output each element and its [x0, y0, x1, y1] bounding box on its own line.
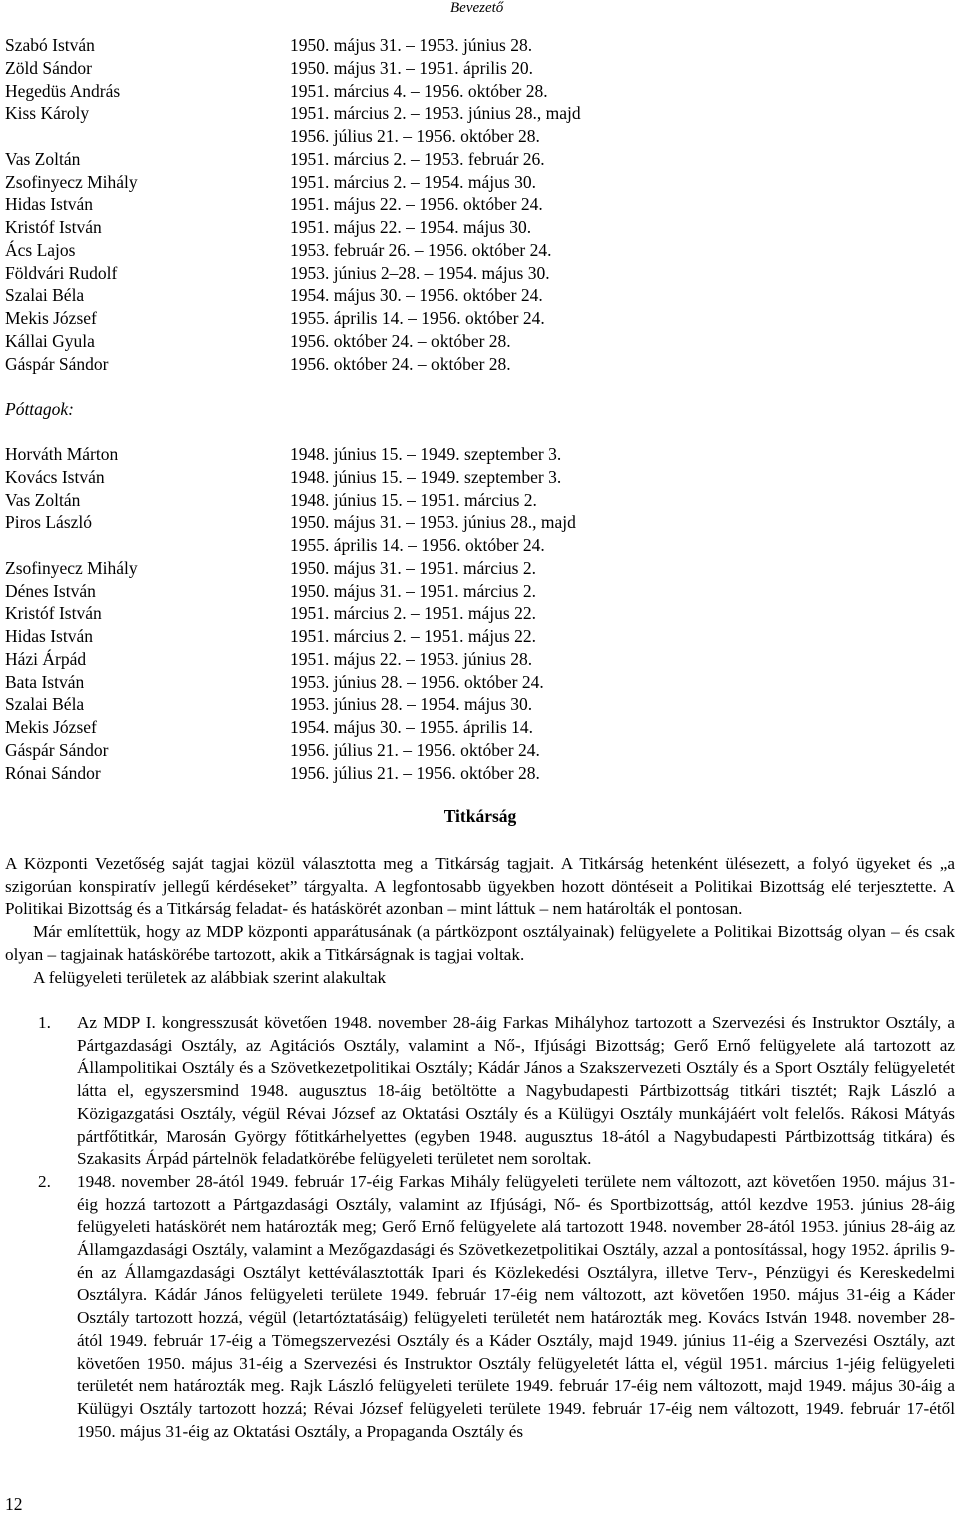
term-dates: 1951. március 2. – 1953. február 26. [290, 148, 545, 169]
roster-row [5, 284, 945, 307]
roster-row [5, 125, 945, 148]
person-name: Gáspár Sándor [5, 353, 109, 374]
term-dates: 1953. június 2–28. – 1954. május 30. [290, 262, 550, 283]
list-item-text: Az MDP I. kongresszusát követően 1948. november 28-áig Farkas Mihályhoz tartozott a Szervezési és Instruktor Osztály, a Pártgazdasági Osztály, az Agitációs Osztály, valamint a Nő-, Ifjúsági Bizottság; Gerő Ernő felügyelete alá tartozott az Állampolitikai Osztály és a Szövetkezetpolitikai Osztály; Kádár János a Szakszervezeti Osztály és a Sport Osztály felügyeletét látta el, egyszersmind 1948. augusztus 18-áig betöltötte a Nagybudapesti Pártbizottság titkári tisztét; Rajk László a Közigazgatási Osztály, végül Révai József az Oktatási Osztály és a Külügyi Osztály munkájáért volt felelős. Rákosi Mátyás pártfőtitkár, Marosán György főtitkárhelyettes (egyben 1948. augusztus 18-ától a Nagybudapesti Pártbizottság titkára) és Szakasits Árpád pártelnök feladatkörébe felügyeleti területet nem soroltak. [77, 1013, 955, 1169]
term-dates: 1954. május 30. – 1955. április 14. [290, 717, 534, 737]
roster-row [5, 534, 945, 557]
roster-row [5, 353, 945, 376]
term-dates: 1950. május 31. – 1951. április 20. [290, 57, 534, 78]
term-dates: 1955. április 14. – 1956. október 24. [290, 308, 545, 328]
person-name [5, 534, 290, 557]
list-item-text: 1948. november 28-ától 1949. február 17-éig Farkas Mihály felügyeleti területe nem változott, azt követően 1950. május 31-éig hozzá tartozott a Pártgazdasági Osztály, valamint az Ifjúsági, Nő- és Sportbizottság, attól kezdve 1953. június 28-áig felügyeleti hatáskörét nem határozták meg; Gerő Ernő felügyelete alá tartozott 1948. november 28-ától 1953. június 28-áig az Államgazdasági Osztály, valamint a Mezőgazdasági és Szövetkezetpolitikai Osztály, azzal a pontosítással, hogy 1952. április 9-én az Államgazdasági Osztályt kettéválasztották Ipari és Közlekedési Osztályra, illetve Terv-, Pénzügyi és Kereskedelmi Osztályra. Kádár János felügyeleti területe 1949. február 17-éig nem változott, azt követően 1950. május 31-éig a Káder Osztály tartozott hozzá, végül (letartóztatásáig) felügyeleti területét nem határozták meg. Kovács István 1948. november 28-ától 1949. február 17-éig a Tömegszervezési Osztály és a Káder Osztály, majd 1949. június 11-éig a Szervezési Osztály, azt követően 1950. május 31-éig a Szervezési és Instruktor Osztály felügyeletét látta el, végül 1951. március 1-jéig felügyeleti területét nem határozták meg. Rajk László felügyeleti területe 1949. február 17-éig nem változott, majd 1949. május 30-áig a Külügyi Osztály tartozott hozzá; Révai József felügyeleti területe 1949. február 17-éig nem változott, 1949. február 17-étől 1950. május 31-éig az Oktatási Osztály, a Propaganda Osztály és [77, 1171, 955, 1441]
term-dates: 1956. július 21. – 1956. október 24. [290, 739, 540, 760]
term-dates: 1951. március 2. – 1951. május 22. [290, 603, 536, 624]
roster-row [5, 330, 945, 353]
roster-row [5, 716, 945, 739]
section-heading: Titkárság [443, 806, 517, 826]
roster-row [5, 693, 945, 716]
term-dates: 1948. június 15. – 1949. szeptember 3. [290, 466, 562, 487]
person-name: Zsofinyecz Mihály [5, 557, 138, 578]
roster-row [5, 57, 945, 80]
term-dates: 1950. május 31. – 1953. június 28., majd [290, 512, 576, 533]
term-dates: 1950. május 31. – 1953. június 28. [290, 35, 533, 55]
roster-row [5, 580, 945, 603]
roster-row [5, 307, 945, 330]
roster-row [5, 489, 945, 512]
person-name [5, 125, 290, 148]
numbered-list [5, 1012, 955, 1443]
roster-row [5, 648, 945, 671]
roster-row [5, 557, 945, 580]
person-name: Hidas István [5, 194, 93, 215]
person-name: Kiss Károly [5, 103, 90, 124]
person-name: Hegedüs András [5, 80, 121, 101]
person-name: Földvári Rudolf [5, 262, 118, 283]
person-name: Házi Árpád [5, 648, 87, 669]
term-dates: 1951. március 2. – 1953. június 28., majd [290, 103, 581, 124]
page-number: 12 [5, 1494, 23, 1514]
term-dates: 1951. május 22. – 1954. május 30. [290, 217, 532, 237]
person-name: Hidas István [5, 626, 93, 646]
list-item-number: 1. [38, 1013, 51, 1032]
person-name: Kristóf István [5, 217, 102, 237]
roster-row [5, 511, 945, 534]
person-name: Dénes István [5, 580, 96, 601]
roster-row [5, 443, 945, 466]
person-name: Kristóf István [5, 603, 102, 624]
person-name: Mekis József [5, 717, 97, 737]
term-dates: 1951. március 4. – 1956. október 28. [290, 80, 548, 101]
list-item [5, 1012, 955, 1171]
person-name: Piros László [5, 512, 93, 533]
roster-row [5, 148, 945, 171]
roster-row [5, 239, 945, 262]
roster-row [5, 80, 945, 103]
term-dates: 1953. június 28. – 1956. október 24. [290, 671, 544, 692]
roster-row [5, 262, 945, 285]
term-dates: 1953. június 28. – 1954. május 30. [290, 694, 533, 715]
running-title: Bevezető [450, 0, 504, 16]
term-dates: 1951. május 22. – 1956. október 24. [290, 194, 543, 215]
person-name: Szalai Béla [5, 694, 85, 715]
term-dates: 1956. október 24. – október 28. [290, 353, 511, 374]
roster-row [5, 466, 945, 489]
person-name: Gáspár Sándor [5, 739, 109, 760]
person-name: Szalai Béla [5, 285, 85, 306]
roster-row [5, 671, 945, 694]
roster-row [5, 193, 945, 216]
term-dates: 1948. június 15. – 1949. szeptember 3. [290, 444, 562, 464]
term-dates: 1948. június 15. – 1951. március 2. [290, 489, 537, 510]
paragraph: A felügyeleti területek az alábbiak szerint alakultak [33, 967, 387, 987]
person-name: Szabó István [5, 35, 95, 55]
term-dates: 1954. május 30. – 1956. október 24. [290, 285, 543, 306]
term-dates: 1951. május 22. – 1953. június 28. [290, 648, 533, 669]
person-name: Vas Zoltán [5, 148, 81, 169]
roster-row [5, 34, 945, 57]
term-dates: 1953. február 26. – 1956. október 24. [290, 239, 552, 260]
person-name: Kállai Gyula [5, 330, 95, 351]
body-text [5, 853, 955, 989]
person-name: Horváth Márton [5, 444, 119, 464]
person-name: Rónai Sándor [5, 762, 101, 783]
paragraph: A Központi Vezetőség saját tagjai közül választotta meg a Titkárság tagjait. A Titkárság hetenként ülésezett, a folyó ügyeket és „a szigorúan konspiratív jellegű kérdéseket” tárgyalta. A legfontosabb ügyekben hozott döntéseit a Politikai Bizottság elé terjesztette. A Politikai Bizottság és a Titkárság feladat- és hatáskörét azonban – mint láttuk – nem határolták el pontosan. [5, 854, 955, 919]
term-dates: 1955. április 14. – 1956. október 24. [290, 535, 545, 555]
term-dates: 1956. október 24. – október 28. [290, 330, 511, 351]
roster-row [5, 102, 945, 125]
term-dates: 1950. május 31. – 1951. március 2. [290, 557, 536, 578]
roster-row [5, 602, 945, 625]
term-dates: 1950. május 31. – 1951. március 2. [290, 580, 536, 601]
roster-row [5, 739, 945, 762]
person-name: Zöld Sándor [5, 57, 93, 78]
term-dates: 1951. március 2. – 1954. május 30. [290, 171, 536, 192]
roster-row [5, 762, 945, 785]
person-name: Kovács István [5, 466, 105, 487]
roster-row [5, 625, 945, 648]
alternates-list [5, 443, 945, 784]
term-dates: 1951. március 2. – 1951. május 22. [290, 626, 536, 646]
list-item [5, 1171, 955, 1443]
term-dates: 1956. július 21. – 1956. október 28. [290, 126, 540, 146]
person-name: Vas Zoltán [5, 489, 81, 510]
roster-row [5, 216, 945, 239]
list-item-number: 2. [38, 1171, 51, 1191]
paragraph: Már említettük, hogy az MDP központi apparátusának (a pártközpont osztályainak) felügyelete a Politikai Bizottság olyan – és csak olyan – tagjainak hatáskörébe tartozott, akik a Titkárságnak is tagjai voltak. [5, 922, 955, 964]
person-name: Bata István [5, 671, 85, 692]
person-name: Zsofinyecz Mihály [5, 171, 138, 192]
person-name: Ács Lajos [5, 239, 76, 260]
members-list [5, 34, 945, 375]
alternates-label: Póttagok: [5, 399, 75, 419]
term-dates: 1956. július 21. – 1956. október 28. [290, 762, 540, 783]
person-name: Mekis József [5, 308, 97, 328]
roster-row [5, 171, 945, 194]
